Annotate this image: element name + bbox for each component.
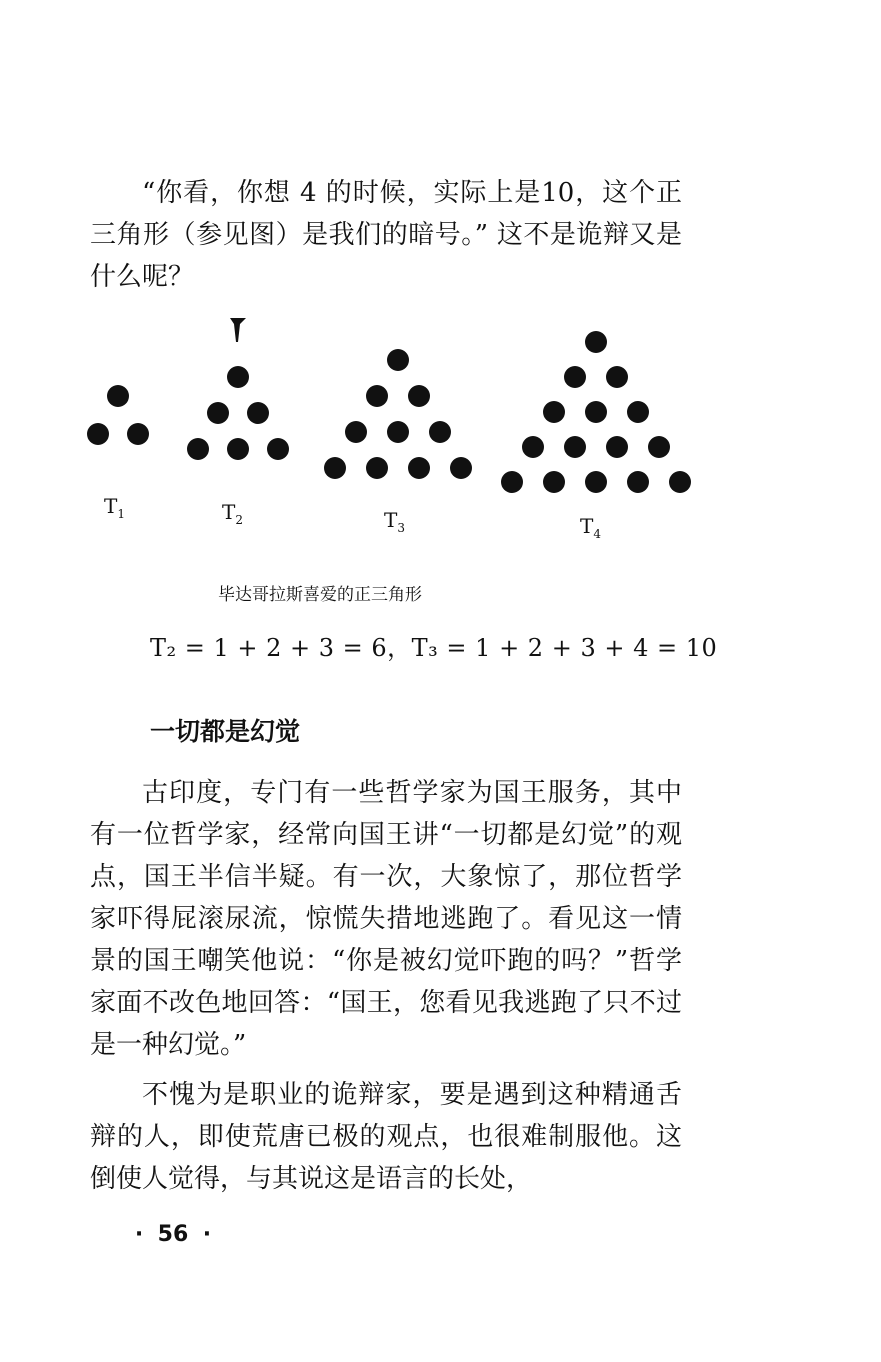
label-t4: $T_4$ [580,514,601,541]
triangle-4-dot [543,471,565,493]
triangle-4-dot [564,436,586,458]
triangle-2-dot [227,366,249,388]
triangle-4-dot [501,471,523,493]
triangle-3-dot [366,457,388,479]
triangle-2-dot [207,402,229,424]
pen-mark [230,318,246,342]
triangle-2-dot [187,438,209,460]
label-t3: $T_3$ [384,508,405,535]
figure-caption: 毕达哥拉斯喜爱的正三角形 [218,585,422,605]
triangle-2-dot [247,402,269,424]
triangle-1-dot [107,385,129,407]
formula: T₂ = 1 + 2 + 3 = 6，T₃ = 1 + 2 + 3 + 4 = 10 [150,634,718,662]
triangle-4-dot [627,401,649,423]
triangle-4-dot [543,401,565,423]
triangle-1-dot [87,423,109,445]
triangle-3-dot [387,349,409,371]
body-paragraph-1: 古印度，专门有一些哲学家为国王服务，其中有一位哲学家，经常向国王讲“一切都是幻觉”的观点，国王半信半疑。有一次，大象惊了，那位哲学家吓得屁滚尿流，惊慌失措地逃跑了。看见这一情景的国王嘲笑他说：“你是被幻觉吓跑的吗？”哲学家面不改色地回答：“国王，您看见我逃跑了只不过是一种幻觉。” [90,778,682,1060]
label-t1: $T_1$ [104,494,125,521]
page-number: · 56 · [134,1222,212,1247]
triangle-4-dot [648,436,670,458]
triangle-3-dot [450,457,472,479]
triangle-4-dot [585,471,607,493]
triangle-3-dot [408,385,430,407]
triangle-3-dot [324,457,346,479]
triangle-4-dot [585,331,607,353]
triangle-4-dot [606,366,628,388]
triangle-4-dot [669,471,691,493]
triangular-numbers-figure [0,300,881,540]
triangle-4-dot [606,436,628,458]
label-t2: $T_2$ [222,500,243,527]
triangle-2-dot [227,438,249,460]
triangle-3-dot [366,385,388,407]
triangle-3-dot [429,421,451,443]
intro-paragraph: “你看，你想 4 的时候，实际上是10，这个正三角形（参见图）是我们的暗号。” 这不是诡辩又是什么呢？ [90,178,682,292]
triangle-4-dot [585,401,607,423]
triangle-3-dot [345,421,367,443]
triangle-2-dot [267,438,289,460]
triangle-4-dot [522,436,544,458]
section-heading: 一切都是幻觉 [150,717,301,746]
triangle-1-dot [127,423,149,445]
triangle-4-dot [627,471,649,493]
triangle-3-dot [387,421,409,443]
triangle-3-dot [408,457,430,479]
body-paragraph-2: 不愧为是职业的诡辩家，要是遇到这种精通舌辩的人，即使荒唐已极的观点，也很难制服他。这倒使人觉得，与其说这是语言的长处， [90,1080,682,1194]
triangle-4-dot [564,366,586,388]
